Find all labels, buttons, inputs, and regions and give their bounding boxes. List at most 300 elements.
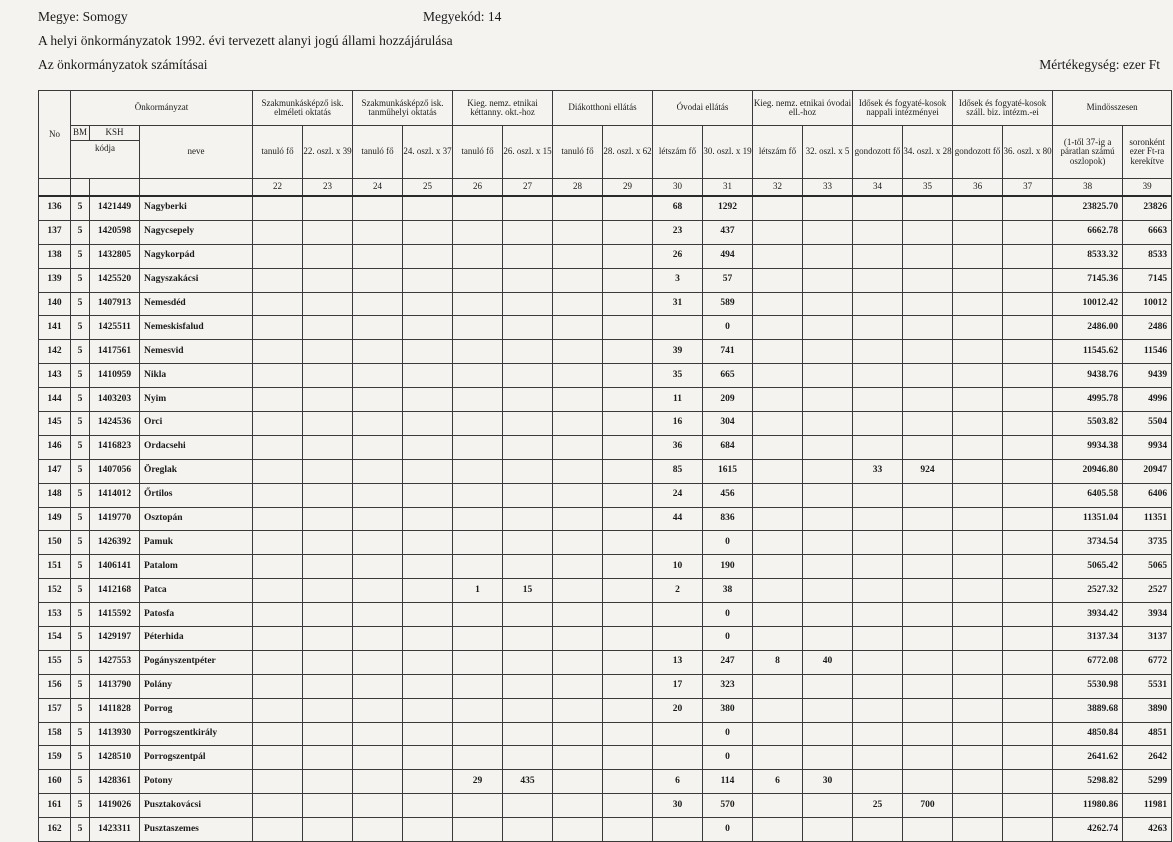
value-cell: 3889.68 <box>1053 698 1123 722</box>
municipality-name: Péterhida <box>140 627 253 651</box>
table-row <box>39 388 1172 412</box>
value-cell <box>753 746 803 770</box>
table-row <box>39 292 1172 316</box>
value-cell <box>403 746 453 770</box>
value-cell <box>903 603 953 627</box>
value-cell <box>753 579 803 603</box>
value-cell <box>503 412 553 436</box>
value-cell: 6406 <box>1123 483 1172 507</box>
column-number-row <box>39 179 1172 197</box>
value-cell: 15 <box>503 579 553 603</box>
column-number: 34 <box>853 179 903 197</box>
value-cell <box>903 412 953 436</box>
value-cell <box>803 316 853 340</box>
bm-code: 5 <box>71 770 90 794</box>
value-cell <box>403 507 453 531</box>
value-cell <box>803 603 853 627</box>
value-cell <box>453 364 503 388</box>
value-cell <box>853 244 903 268</box>
value-cell <box>603 674 653 698</box>
group-header-4: Óvodai ellátás <box>653 91 753 126</box>
value-cell <box>953 483 1003 507</box>
value-cell <box>503 244 553 268</box>
value-cell: 8533.32 <box>1053 244 1123 268</box>
municipality-name: Porrog <box>140 698 253 722</box>
column-number: 29 <box>603 179 653 197</box>
value-cell <box>753 603 803 627</box>
value-cell <box>453 316 503 340</box>
sub-header-2: tanuló fő <box>353 126 403 179</box>
value-cell <box>403 627 453 651</box>
row-number: 152 <box>39 579 71 603</box>
value-cell <box>353 244 403 268</box>
column-number: 33 <box>803 179 853 197</box>
value-cell <box>803 722 853 746</box>
table-body <box>39 196 1172 842</box>
value-cell <box>503 292 553 316</box>
column-number: 22 <box>253 179 303 197</box>
table-row <box>39 650 1172 674</box>
value-cell <box>553 412 603 436</box>
value-cell <box>1003 627 1053 651</box>
value-cell <box>803 794 853 818</box>
value-cell: 114 <box>703 770 753 794</box>
value-cell: 5531 <box>1123 674 1172 698</box>
value-cell: 0 <box>703 603 753 627</box>
row-number: 143 <box>39 364 71 388</box>
value-cell <box>253 412 303 436</box>
value-cell: 700 <box>903 794 953 818</box>
value-cell: 209 <box>703 388 753 412</box>
sub-header-4: tanuló fő <box>453 126 503 179</box>
municipality-name: Porrogszentkirály <box>140 722 253 746</box>
value-cell: 39 <box>653 340 703 364</box>
value-cell <box>303 412 353 436</box>
ksh-code: 1415592 <box>90 603 140 627</box>
value-cell <box>853 196 903 220</box>
value-cell <box>853 316 903 340</box>
col-bm-header: BM <box>71 126 90 141</box>
value-cell: 437 <box>703 220 753 244</box>
value-cell <box>303 722 353 746</box>
value-cell <box>553 244 603 268</box>
value-cell <box>453 244 503 268</box>
value-cell <box>803 507 853 531</box>
value-cell <box>753 316 803 340</box>
value-cell <box>753 364 803 388</box>
value-cell <box>803 698 853 722</box>
value-cell <box>603 316 653 340</box>
value-cell: 5530.98 <box>1053 674 1123 698</box>
value-cell <box>303 603 353 627</box>
value-cell: 435 <box>503 770 553 794</box>
value-cell: 6 <box>753 770 803 794</box>
value-cell <box>1003 483 1053 507</box>
value-cell <box>603 627 653 651</box>
value-cell <box>453 196 503 220</box>
value-cell: 36 <box>653 435 703 459</box>
value-cell <box>803 292 853 316</box>
value-cell <box>303 627 353 651</box>
value-cell <box>253 674 303 698</box>
value-cell: 380 <box>703 698 753 722</box>
value-cell <box>853 340 903 364</box>
bm-code: 5 <box>71 698 90 722</box>
value-cell <box>353 459 403 483</box>
bm-code: 5 <box>71 794 90 818</box>
row-number: 156 <box>39 674 71 698</box>
value-cell: 31 <box>653 292 703 316</box>
bm-code: 5 <box>71 435 90 459</box>
blank-number-cell <box>71 179 90 197</box>
column-number: 23 <box>303 179 353 197</box>
municipality-name: Nemesvid <box>140 340 253 364</box>
value-cell <box>253 746 303 770</box>
row-number: 161 <box>39 794 71 818</box>
value-cell <box>1003 459 1053 483</box>
value-cell <box>853 220 903 244</box>
value-cell <box>303 555 353 579</box>
value-cell <box>553 650 603 674</box>
value-cell <box>953 603 1003 627</box>
value-cell <box>553 268 603 292</box>
value-cell <box>953 340 1003 364</box>
value-cell <box>353 388 403 412</box>
value-cell <box>353 364 403 388</box>
value-cell: 17 <box>653 674 703 698</box>
value-cell: 741 <box>703 340 753 364</box>
ksh-code: 1420598 <box>90 220 140 244</box>
value-cell <box>303 650 353 674</box>
value-cell <box>303 316 353 340</box>
value-cell: 11980.86 <box>1053 794 1123 818</box>
value-cell <box>503 531 553 555</box>
value-cell <box>753 244 803 268</box>
value-cell: 924 <box>903 459 953 483</box>
value-cell <box>1003 650 1053 674</box>
ksh-code: 1425520 <box>90 268 140 292</box>
value-cell <box>353 531 403 555</box>
value-cell <box>403 555 453 579</box>
column-number: 39 <box>1123 179 1172 197</box>
value-cell <box>403 435 453 459</box>
value-cell <box>553 579 603 603</box>
value-cell <box>503 627 553 651</box>
value-cell <box>953 722 1003 746</box>
value-cell <box>753 340 803 364</box>
municipality-name: Nagykorpád <box>140 244 253 268</box>
value-cell: 10012 <box>1123 292 1172 316</box>
value-cell <box>903 435 953 459</box>
value-cell: 38 <box>703 579 753 603</box>
column-number: 27 <box>503 179 553 197</box>
value-cell: 20947 <box>1123 459 1172 483</box>
group-header-2: Kieg. nemz. etnikai kéttanny. okt.-hoz <box>453 91 553 126</box>
value-cell <box>503 459 553 483</box>
value-cell <box>403 698 453 722</box>
value-cell <box>503 674 553 698</box>
sub-header-12: gondozott fő <box>853 126 903 179</box>
sub-header-7: 28. oszl. x 62 <box>603 126 653 179</box>
value-cell <box>803 435 853 459</box>
value-cell <box>553 196 603 220</box>
value-cell <box>403 268 453 292</box>
table-row <box>39 483 1172 507</box>
value-cell <box>853 555 903 579</box>
value-cell <box>903 196 953 220</box>
value-cell <box>803 268 853 292</box>
value-cell <box>803 674 853 698</box>
value-cell: 665 <box>703 364 753 388</box>
value-cell: 5504 <box>1123 412 1172 436</box>
value-cell <box>253 268 303 292</box>
value-cell <box>553 364 603 388</box>
table-row <box>39 603 1172 627</box>
value-cell <box>303 483 353 507</box>
table-row <box>39 196 1172 220</box>
value-cell <box>753 674 803 698</box>
value-cell: 836 <box>703 507 753 531</box>
value-cell <box>353 722 403 746</box>
value-cell <box>903 364 953 388</box>
column-number: 30 <box>653 179 703 197</box>
value-cell <box>453 507 503 531</box>
row-number: 153 <box>39 603 71 627</box>
value-cell <box>553 483 603 507</box>
ksh-code: 1406141 <box>90 555 140 579</box>
value-cell <box>1003 292 1053 316</box>
value-cell <box>853 364 903 388</box>
value-cell <box>603 196 653 220</box>
sub-header-14: gondozott fő <box>953 126 1003 179</box>
value-cell: 11546 <box>1123 340 1172 364</box>
value-cell: 11351.04 <box>1053 507 1123 531</box>
value-cell <box>853 770 903 794</box>
value-cell <box>603 412 653 436</box>
value-cell <box>853 698 903 722</box>
ksh-code: 1423311 <box>90 818 140 842</box>
municipality-name: Pusztakovácsi <box>140 794 253 818</box>
blank-number-cell <box>140 179 253 197</box>
value-cell <box>1003 388 1053 412</box>
column-number: 38 <box>1053 179 1123 197</box>
value-cell: 3735 <box>1123 531 1172 555</box>
value-cell <box>253 220 303 244</box>
municipality-name: Patalom <box>140 555 253 579</box>
value-cell <box>753 698 803 722</box>
column-number: 31 <box>703 179 753 197</box>
value-cell <box>803 579 853 603</box>
value-cell <box>853 412 903 436</box>
value-cell <box>953 364 1003 388</box>
value-cell <box>253 794 303 818</box>
value-cell <box>253 196 303 220</box>
col-no-header: No <box>39 91 71 179</box>
value-cell <box>353 483 403 507</box>
group-header-3: Diákotthoni ellátás <box>553 91 653 126</box>
value-cell <box>953 650 1003 674</box>
value-cell: 3 <box>653 268 703 292</box>
sub-header-13: 34. oszl. x 28 <box>903 126 953 179</box>
value-cell <box>353 650 403 674</box>
value-cell <box>403 196 453 220</box>
column-number: 36 <box>953 179 1003 197</box>
value-cell <box>453 412 503 436</box>
value-cell <box>1003 196 1053 220</box>
value-cell <box>253 459 303 483</box>
value-cell <box>903 268 953 292</box>
value-cell <box>603 746 653 770</box>
column-number: 25 <box>403 179 453 197</box>
value-cell <box>403 220 453 244</box>
ksh-code: 1403203 <box>90 388 140 412</box>
bm-code: 5 <box>71 220 90 244</box>
value-cell <box>603 340 653 364</box>
value-cell <box>853 650 903 674</box>
value-cell: 8533 <box>1123 244 1172 268</box>
value-cell: 13 <box>653 650 703 674</box>
value-cell <box>903 698 953 722</box>
value-cell <box>953 388 1003 412</box>
value-cell <box>453 483 503 507</box>
municipality-name: Nikla <box>140 364 253 388</box>
bm-code: 5 <box>71 746 90 770</box>
value-cell: 30 <box>653 794 703 818</box>
value-cell <box>903 722 953 746</box>
value-cell <box>1003 555 1053 579</box>
value-cell: 20 <box>653 698 703 722</box>
value-cell: 5065 <box>1123 555 1172 579</box>
value-cell <box>853 674 903 698</box>
value-cell: 11545.62 <box>1053 340 1123 364</box>
value-cell: 85 <box>653 459 703 483</box>
value-cell: 6772.08 <box>1053 650 1123 674</box>
value-cell <box>303 531 353 555</box>
value-cell <box>753 388 803 412</box>
value-cell <box>403 650 453 674</box>
value-cell <box>803 746 853 770</box>
sub-header-11: 32. oszl. x 5 <box>803 126 853 179</box>
ksh-code: 1413790 <box>90 674 140 698</box>
value-cell <box>403 388 453 412</box>
value-cell: 3934.42 <box>1053 603 1123 627</box>
value-cell <box>803 196 853 220</box>
value-cell <box>853 507 903 531</box>
value-cell <box>253 364 303 388</box>
value-cell: 20946.80 <box>1053 459 1123 483</box>
table-row <box>39 770 1172 794</box>
value-cell <box>603 244 653 268</box>
municipality-name: Pusztaszemes <box>140 818 253 842</box>
value-cell <box>403 722 453 746</box>
value-cell <box>753 555 803 579</box>
value-cell <box>253 770 303 794</box>
value-cell: 2486.00 <box>1053 316 1123 340</box>
row-number: 142 <box>39 340 71 364</box>
ksh-code: 1424536 <box>90 412 140 436</box>
column-number: 37 <box>1003 179 1053 197</box>
row-number: 147 <box>39 459 71 483</box>
value-cell <box>453 603 503 627</box>
value-cell: 23826 <box>1123 196 1172 220</box>
value-cell <box>953 674 1003 698</box>
table-row <box>39 674 1172 698</box>
value-cell <box>903 555 953 579</box>
value-cell <box>753 531 803 555</box>
value-cell <box>953 244 1003 268</box>
ksh-code: 1428510 <box>90 746 140 770</box>
table-row <box>39 555 1172 579</box>
value-cell <box>403 459 453 483</box>
bm-code: 5 <box>71 674 90 698</box>
value-cell: 247 <box>703 650 753 674</box>
value-cell: 11981 <box>1123 794 1172 818</box>
value-cell <box>853 388 903 412</box>
bm-code: 5 <box>71 579 90 603</box>
value-cell <box>453 531 503 555</box>
municipality-name: Nagyszakácsi <box>140 268 253 292</box>
bm-code: 5 <box>71 627 90 651</box>
value-cell <box>253 435 303 459</box>
value-cell <box>553 722 603 746</box>
value-cell: 1 <box>453 579 503 603</box>
value-cell <box>503 746 553 770</box>
municipality-name: Nemesdéd <box>140 292 253 316</box>
bm-code: 5 <box>71 292 90 316</box>
value-cell <box>653 627 703 651</box>
value-cell: 0 <box>703 746 753 770</box>
row-number: 141 <box>39 316 71 340</box>
value-cell <box>303 507 353 531</box>
value-cell <box>503 196 553 220</box>
table-row <box>39 794 1172 818</box>
bm-code: 5 <box>71 650 90 674</box>
value-cell <box>603 531 653 555</box>
value-cell: 10 <box>653 555 703 579</box>
value-cell <box>653 316 703 340</box>
value-cell <box>503 794 553 818</box>
value-cell: 2641.62 <box>1053 746 1123 770</box>
value-cell <box>253 244 303 268</box>
value-cell <box>453 722 503 746</box>
municipality-name: Nemeskisfalud <box>140 316 253 340</box>
document-title: A helyi önkormányzatok 1992. évi tervezett alanyi jogú állami hozzájárulása <box>38 33 453 48</box>
value-cell <box>403 483 453 507</box>
value-cell <box>453 794 503 818</box>
bm-code: 5 <box>71 244 90 268</box>
value-cell: 1292 <box>703 196 753 220</box>
table-row <box>39 746 1172 770</box>
value-cell <box>503 364 553 388</box>
value-cell <box>453 459 503 483</box>
value-cell: 6772 <box>1123 650 1172 674</box>
ksh-code: 1421449 <box>90 196 140 220</box>
row-number: 157 <box>39 698 71 722</box>
sub-header-9: 30. oszl. x 19 <box>703 126 753 179</box>
value-cell <box>1003 364 1053 388</box>
group-header-6: Idősek és fogyaté-kosok nappali intézményei <box>853 91 953 126</box>
value-cell: 8 <box>753 650 803 674</box>
value-cell <box>603 435 653 459</box>
value-cell <box>953 746 1003 770</box>
value-cell <box>603 579 653 603</box>
value-cell <box>303 268 353 292</box>
col-ksh-header: KSH <box>90 126 140 141</box>
value-cell <box>403 364 453 388</box>
value-cell <box>253 698 303 722</box>
value-cell <box>603 698 653 722</box>
value-cell <box>903 292 953 316</box>
